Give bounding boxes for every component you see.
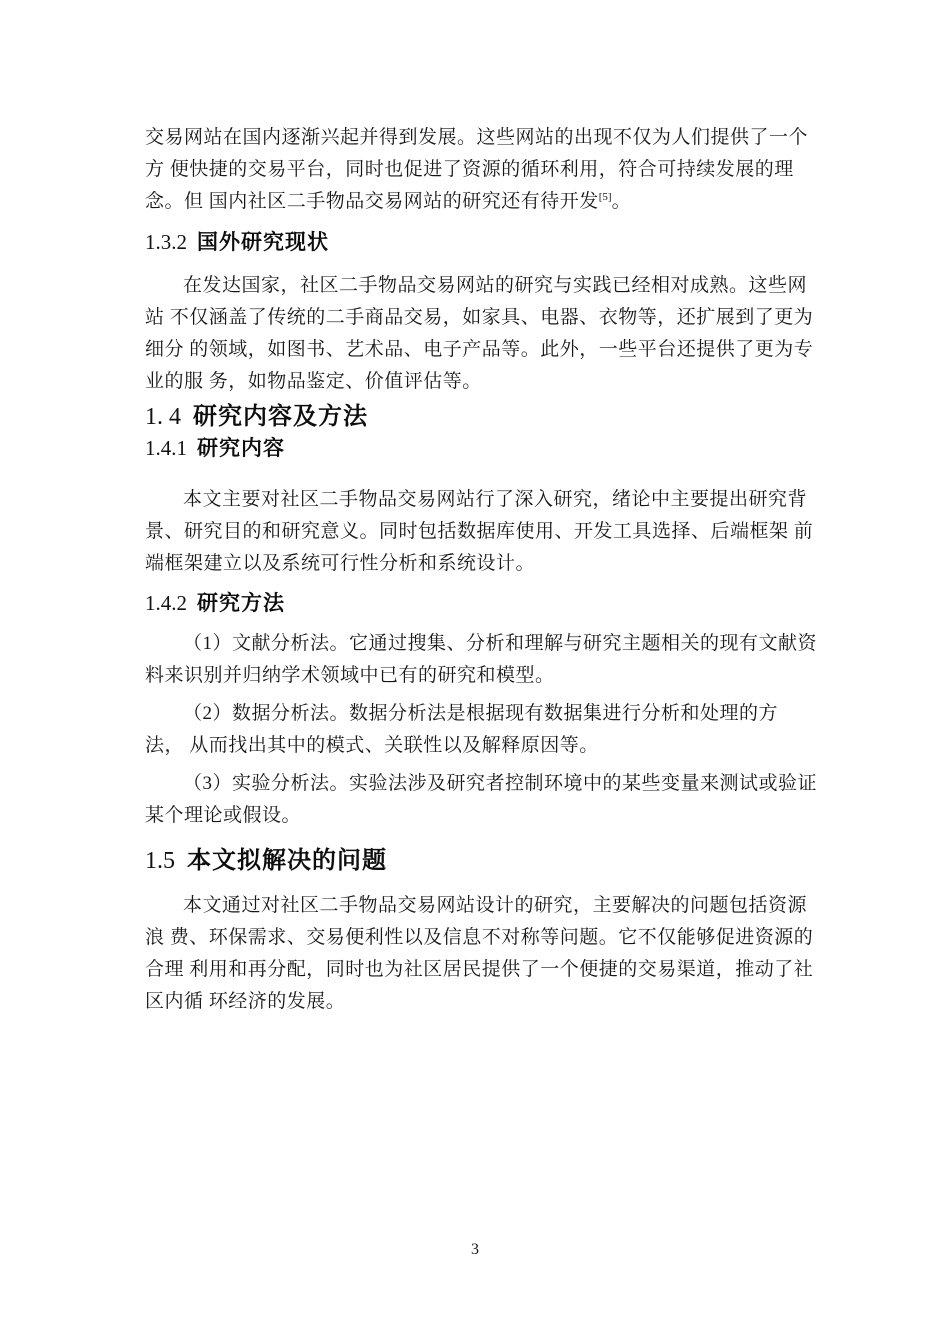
heading-title: 本文拟解决的问题	[187, 847, 387, 874]
paragraph-line: （2）数据分析法。数据分析法是根据现有数据集进行分析和处理的方	[183, 703, 779, 724]
section-heading-1-5	[145, 844, 822, 878]
paragraph-line: （3）实验分析法。实验法涉及研究者控制环境中的某些变量来测试或验证	[183, 773, 818, 794]
method-paragraph-3	[145, 768, 822, 832]
section-heading-1-3-2	[145, 228, 822, 257]
paragraph-line: 景、研究目的和研究意义。同时包括数据库使用、开发工具选择、后端框架 前	[145, 521, 814, 542]
section-heading-1-4-2	[145, 589, 822, 618]
method-paragraph-2	[145, 698, 822, 762]
paragraph-line: 料来识别并归纳学术领域中已有的研究和模型。	[145, 665, 555, 686]
paragraph-line: 本文通过对社区二手物品交易网站设计的研究，主要解决的问题包括资源	[183, 895, 808, 916]
paragraph-line: （1）文献分析法。它通过搜集、分析和理解与研究主题相关的现有文献资	[183, 633, 818, 654]
paragraph-text: 念。但 国内社区二手物品交易网站的研究还有待开发	[145, 191, 599, 212]
paragraph-line: 交易网站在国内逐渐兴起并得到发展。这些网站的出现不仅为人们提供了一个	[145, 127, 809, 148]
paragraph-line: 合理 利用和再分配，同时也为社区居民提供了一个便捷的交易渠道，推动了社	[145, 959, 814, 980]
paragraph-line: 本文主要对社区二手物品交易网站行了深入研究，绪论中主要提出研究背	[183, 489, 808, 510]
paragraph-line: 区内循 环经济的发展。	[145, 991, 346, 1012]
paragraph-text: 。	[611, 191, 632, 212]
section-1-5-paragraph	[145, 890, 822, 1018]
heading-title: 国外研究现状	[197, 231, 329, 254]
paragraph-line: 方 便快捷的交易平台，同时也促进了资源的循环利用，符合可持续发展的理	[145, 159, 794, 180]
paragraph-line: 某个理论或假设。	[145, 805, 302, 826]
paragraph-line: 细分 的领域，如图书、艺术品、电子产品等。此外，一些平台还提供了更为专	[145, 339, 814, 360]
heading-number: 1.5	[145, 848, 175, 874]
heading-number: 1.3.2	[145, 230, 187, 254]
intro-paragraph	[145, 122, 822, 218]
heading-title: 研究内容	[197, 437, 285, 460]
section-1-3-2-paragraph	[145, 270, 822, 398]
page-content	[145, 122, 822, 1018]
paragraph-line: 在发达国家，社区二手物品交易网站的研究与实践已经相对成熟。这些网	[183, 275, 808, 296]
paragraph-line: 业的服 务，如物品鉴定、价值评估等。	[145, 371, 482, 392]
citation-marker: [5]	[598, 191, 612, 203]
heading-number: 1. 4	[145, 404, 181, 430]
heading-number: 1.4.1	[145, 436, 187, 460]
heading-number: 1.4.2	[145, 591, 187, 615]
page-number: 3	[471, 1241, 479, 1258]
heading-title: 研究内容及方法	[193, 403, 368, 430]
paragraph-line	[145, 186, 822, 218]
paragraph-line: 站 不仅涵盖了传统的二手商品交易，如家具、电器、衣物等，还扩展到了更为	[145, 307, 814, 328]
method-paragraph-1	[145, 628, 822, 692]
section-1-4-1-paragraph	[145, 484, 822, 580]
paragraph-line: 法， 从而找出其中的模式、关联性以及解释原因等。	[145, 735, 599, 756]
heading-title: 研究方法	[197, 592, 285, 615]
section-heading-1-4-1	[145, 434, 822, 463]
paragraph-line: 浪 费、环保需求、交易便利性以及信息不对称等问题。它不仅能够促进资源的	[145, 927, 814, 948]
paragraph-line: 端框架建立以及系统可行性分析和系统设计。	[145, 553, 536, 574]
section-heading-1-4	[145, 400, 822, 434]
